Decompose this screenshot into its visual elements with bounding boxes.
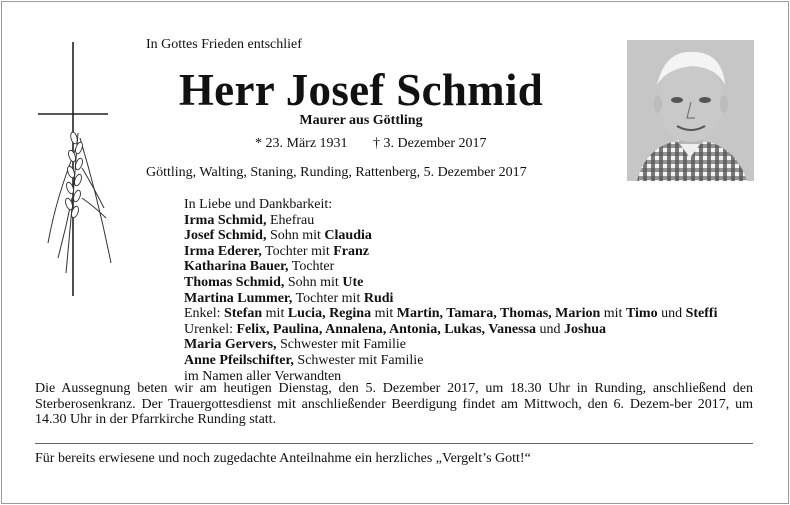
thanks-text: Für bereits erwiesene und noch zugedachte Anteilnahme ein herzliches „Vergelt’s Gott!“: [35, 451, 531, 466]
mourners-intro: In Liebe und Dankbarkeit:: [184, 197, 333, 212]
portrait-photo: [627, 40, 754, 181]
mourner-line: Katharina Bauer, Tochter: [184, 259, 335, 275]
great-grandchildren-line: Urenkel: Felix, Paulina, Annalena, Antonia, Lukas, Vanessa und Joshua: [184, 321, 607, 337]
birth-date: * 23. März 1931: [255, 136, 348, 151]
divider: [35, 443, 753, 444]
mourner-line: Irma Ederer, Tochter mit Franz: [184, 243, 370, 259]
mourner-line: Thomas Schmid, Sohn mit Ute: [184, 274, 364, 290]
cross-with-wheat-icon: [36, 38, 146, 298]
occupation: Maurer aus Göttling: [299, 113, 423, 128]
death-date: † 3. Dezember 2017: [373, 136, 487, 151]
mourner-line: Josef Schmid, Sohn mit Claudia: [184, 228, 372, 244]
grandchildren-line: Enkel: Stefan mit Lucia, Regina mit Martin, Tamara, Thomas, Marion mit Timo und Steffi: [184, 306, 718, 322]
mourner-line: Maria Gervers, Schwester mit Familie: [184, 337, 406, 353]
place-and-date: Göttling, Walting, Staning, Runding, Rattenberg, 5. Dezember 2017: [146, 165, 527, 180]
funeral-details: Die Aussegnung beten wir am heutigen Dienstag, den 5. Dezember 2017, um 18.30 Uhr in Runding, anschließend den Sterberosenkranz. Der Trauergottesdienst mit anschließender Beerdigung findet am Mittwoch, den 6. Dezem-ber 2017, um 14.30 Uhr in der Pfarrkirche Runding statt.: [35, 381, 753, 427]
mourner-line: Martina Lummer, Tochter mit Rudi: [184, 290, 394, 306]
closing-line: im Namen aller Verwandten: [184, 368, 342, 384]
mourner-line: Irma Schmid, Ehefrau: [184, 212, 315, 228]
intro-text: In Gottes Frieden entschlief: [146, 37, 302, 52]
mourners-list: [184, 197, 717, 384]
deceased-name: Herr Josef Schmid: [178, 65, 544, 115]
mourner-line: Anne Pfeilschifter, Schwester mit Familie: [184, 352, 424, 368]
